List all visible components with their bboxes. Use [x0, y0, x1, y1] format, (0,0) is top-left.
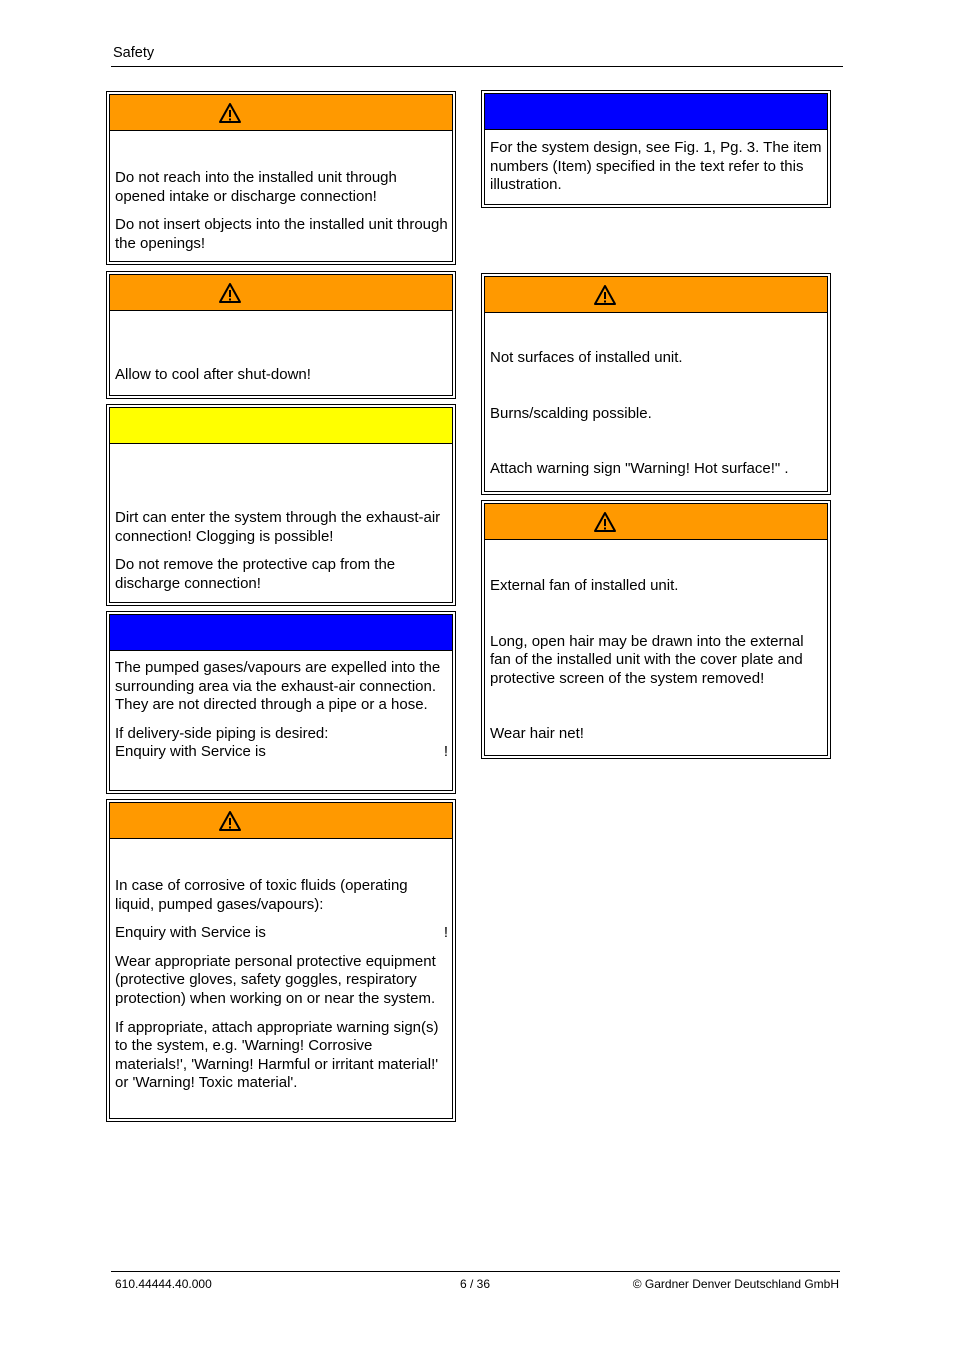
warning-triangle-icon: [593, 510, 617, 534]
warning-box-body: [110, 839, 452, 1118]
exclamation-mark: !: [443, 743, 448, 761]
note-box-body: [110, 651, 452, 790]
note-box-exhaust: [106, 611, 456, 794]
warning-triangle-icon: [593, 283, 617, 307]
caution-box-dirt: [106, 404, 456, 606]
note-text: [115, 725, 448, 762]
warning-box-corrosive: [106, 799, 456, 1122]
note-header-bar: [485, 94, 827, 130]
warning-header-bar: [110, 95, 452, 131]
header-divider: [111, 66, 843, 67]
footer-page-number: 6 / 36: [460, 1277, 491, 1291]
warning-header-bar: [110, 275, 452, 311]
warning-text: Burns/scalding possible.: [490, 404, 652, 422]
warning-box-body: [485, 540, 827, 755]
header-title: Safety: [113, 45, 155, 61]
warning-header-bar: [110, 803, 452, 839]
warning-text: Wear appropriate personal protective equipment (protective gloves, safety goggles, respiratory protection) when working on or near the system.: [115, 952, 436, 1007]
warning-header-bar: [485, 277, 827, 313]
note-text-line: If delivery-side piping is desired:: [115, 724, 329, 742]
warning-text: Attach warning sign "Warning! Hot surface!" .: [490, 460, 789, 478]
warning-box-hot: [106, 271, 456, 399]
note-box-body: [485, 130, 827, 204]
warning-text: Do not reach into the installed unit through opened intake or discharge connection!: [115, 169, 397, 205]
warning-box-hot-surface: [481, 273, 831, 495]
note-text: For the system design, see Fig. 1, Pg. 3. The item numbers (Item) specified in the text refer to this illustration.: [490, 139, 822, 194]
service-enquiry-text: Enquiry with Service is: [115, 924, 266, 942]
warning-header-bar: [485, 504, 827, 540]
warning-text: If appropriate, attach appropriate warning sign(s) to the system, e.g. 'Warning! Corrosive materials!', 'Warning! Harmful or irritant material!' or 'Warning! Toxic material'.: [115, 1018, 439, 1092]
warning-box-body: [485, 313, 827, 491]
caution-text: Dirt can enter the system through the exhaust-air connection! Clogging is possible!: [115, 509, 441, 545]
warning-text: Wear hair net!: [490, 725, 584, 743]
note-text-line: [115, 743, 448, 762]
warning-text: External fan of installed unit.: [490, 577, 679, 594]
warning-box-intake: [106, 91, 456, 265]
warning-box-fan: [481, 500, 831, 759]
note-box-design: [481, 90, 831, 208]
warning-text: In case of corrosive of toxic fluids (operating liquid, pumped gases/vapours):: [115, 877, 408, 913]
caution-header-bar: [110, 408, 452, 444]
footer-doc-number: 610.44444.40.000: [115, 1277, 212, 1291]
note-header-bar: [110, 615, 452, 651]
warning-triangle-icon: [218, 809, 242, 833]
exclamation-mark: !: [443, 924, 448, 942]
warning-triangle-icon: [218, 101, 242, 125]
warning-box-body: [110, 311, 452, 395]
warning-text: Not surfaces of installed unit.: [490, 349, 683, 366]
caution-box-body: [110, 444, 452, 602]
warning-text: Allow to cool after shut-down!: [115, 366, 311, 383]
service-enquiry-text: Enquiry with Service is: [115, 743, 266, 761]
warning-text: Do not insert objects into the installed unit through the openings!: [115, 216, 448, 252]
note-text: The pumped gases/vapours are expelled into the surrounding area via the exhaust-air connection. They are not directed through a pipe or a hose.: [115, 659, 441, 714]
warning-text: Long, open hair may be drawn into the external fan of the installed unit with the cover plate and protective screen of the system removed!: [490, 632, 804, 687]
warning-triangle-icon: [218, 281, 242, 305]
warning-box-body: [110, 131, 452, 261]
footer-copyright: © Gardner Denver Deutschland GmbH: [632, 1277, 839, 1291]
footer-divider: [111, 1271, 840, 1272]
caution-text: Do not remove the protective cap from the discharge connection!: [115, 556, 396, 592]
warning-text: [115, 924, 448, 943]
